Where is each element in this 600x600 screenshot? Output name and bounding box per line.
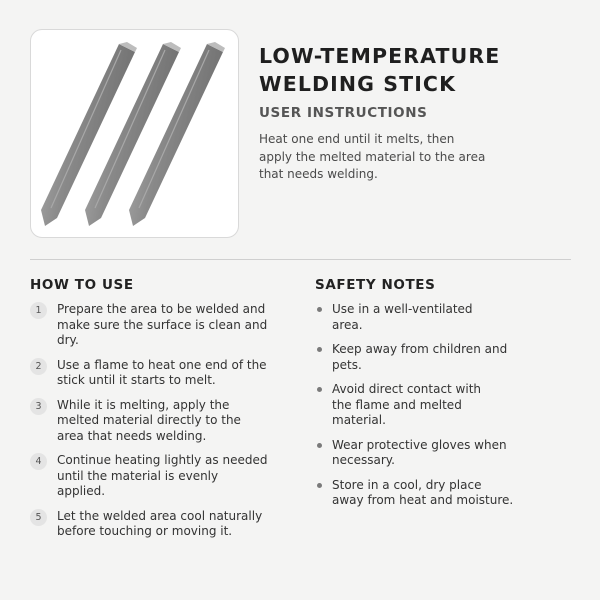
note-line: Store in a cool, dry place bbox=[332, 477, 482, 492]
safety-note-item bbox=[315, 382, 575, 429]
bullet-icon bbox=[317, 483, 322, 488]
note-line: Avoid direct contact with bbox=[332, 382, 482, 396]
safety-notes-heading: SAFETY NOTES bbox=[315, 277, 436, 293]
step-text bbox=[57, 453, 267, 500]
section-divider bbox=[30, 259, 571, 260]
bullet-icon bbox=[317, 347, 322, 352]
note-line: away from heat and moisture. bbox=[332, 493, 514, 507]
safety-note-item bbox=[315, 438, 575, 469]
note-text bbox=[332, 382, 481, 429]
step-item bbox=[30, 509, 280, 540]
step-number-badge: 1 bbox=[30, 302, 47, 319]
note-text bbox=[332, 342, 507, 373]
welding-sticks-image bbox=[31, 30, 239, 238]
title-line: LOW-TEMPERATURE bbox=[259, 44, 501, 68]
product-title bbox=[259, 42, 500, 98]
safety-note-item bbox=[315, 302, 575, 333]
note-line: material. bbox=[332, 413, 386, 427]
safety-note-item bbox=[315, 342, 575, 373]
note-line: Wear protective gloves when bbox=[332, 437, 507, 452]
step-line: Continue heating lightly as needed bbox=[57, 453, 268, 467]
section-subtitle: USER INSTRUCTIONS bbox=[259, 105, 428, 121]
bullet-icon bbox=[317, 387, 322, 392]
note-text bbox=[332, 438, 507, 469]
intro-text bbox=[259, 131, 559, 184]
intro-line: that needs welding. bbox=[259, 167, 378, 181]
note-line: area. bbox=[332, 317, 363, 332]
safety-note-item bbox=[315, 478, 575, 509]
step-number-badge: 3 bbox=[30, 398, 47, 415]
step-number-badge: 4 bbox=[30, 453, 47, 470]
note-text bbox=[332, 478, 513, 509]
step-line: before touching or moving it. bbox=[57, 524, 233, 538]
note-line: pets. bbox=[332, 357, 362, 372]
note-line: Use in a well-ventilated bbox=[332, 302, 473, 316]
note-text bbox=[332, 302, 473, 333]
bullet-icon bbox=[317, 307, 322, 312]
step-number-badge: 2 bbox=[30, 358, 47, 375]
step-line: until the material is evenly bbox=[57, 468, 219, 483]
note-line: necessary. bbox=[332, 453, 395, 467]
how-to-use-heading: HOW TO USE bbox=[30, 277, 134, 293]
step-line: area that needs welding. bbox=[57, 428, 207, 443]
how-to-use-steps bbox=[30, 302, 280, 549]
step-number-badge: 5 bbox=[30, 509, 47, 526]
step-line: Prepare the area to be welded and bbox=[57, 302, 266, 316]
safety-notes-list bbox=[315, 302, 575, 518]
step-line: stick until it starts to melt. bbox=[57, 373, 216, 387]
step-line: While it is melting, apply the bbox=[57, 397, 230, 412]
step-line: melted material directly to the bbox=[57, 413, 241, 427]
step-line: Use a flame to heat one end of the bbox=[57, 357, 267, 372]
intro-line: Heat one end until it melts, then bbox=[259, 132, 455, 146]
step-item bbox=[30, 302, 280, 349]
welding-stick-3 bbox=[129, 42, 225, 226]
step-text bbox=[57, 358, 267, 389]
title-line: WELDING STICK bbox=[259, 72, 457, 96]
intro-line: apply the melted material to the area bbox=[259, 149, 486, 164]
step-line: make sure the surface is clean and bbox=[57, 317, 268, 332]
bullet-icon bbox=[317, 443, 322, 448]
note-line: the flame and melted bbox=[332, 397, 462, 412]
step-text bbox=[57, 509, 262, 540]
product-image-card bbox=[30, 29, 239, 238]
step-line: dry. bbox=[57, 333, 79, 347]
step-item bbox=[30, 398, 280, 445]
step-item bbox=[30, 358, 280, 389]
note-line: Keep away from children and bbox=[332, 342, 508, 356]
step-text bbox=[57, 398, 241, 445]
step-line: Let the welded area cool naturally bbox=[57, 508, 263, 523]
step-item bbox=[30, 453, 280, 500]
step-text bbox=[57, 302, 267, 349]
step-line: applied. bbox=[57, 484, 106, 498]
